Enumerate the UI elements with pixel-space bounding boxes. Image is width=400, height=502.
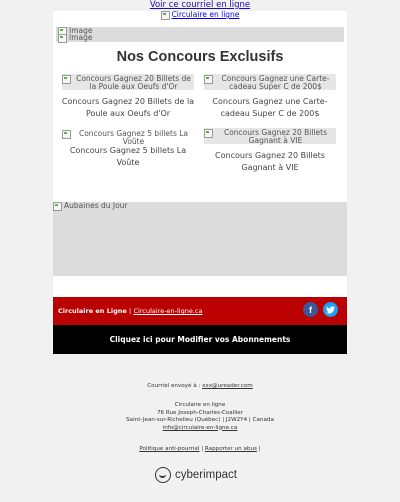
company-street: 76 Rue Joseph-Charles-Coallier xyxy=(156,409,244,416)
contest-card-1[interactable] xyxy=(61,74,195,119)
contest-name-1[interactable]: Concours Gagnez 20 Billets de la Poule aux Oeufs d'Or xyxy=(61,97,195,118)
contest-alt-3: Concours Gagnez 5 billets La Voûte xyxy=(78,129,189,146)
facebook-glyph: f xyxy=(309,304,312,315)
company-address xyxy=(0,402,400,432)
contest-image-4[interactable] xyxy=(204,128,336,144)
contest-name-2[interactable]: Concours Gagnez une Carte-cadeau Super C de 200$ xyxy=(212,97,328,118)
section-title: Nos Concours Exclusifs xyxy=(116,49,284,65)
company-city: Saint-Jean-sur-Richelieu (Québec) | J2W2Y4 | Canada xyxy=(126,417,274,423)
view-online-link[interactable]: Voir ce courriel en ligne xyxy=(149,0,251,10)
contest-alt-4: Concours Gagnez 20 Billets Gagnant à VIE xyxy=(223,128,328,145)
deals-alt: Aubaines du Jour xyxy=(64,201,128,210)
deals-image[interactable] xyxy=(53,202,128,211)
twitter-bird-glyph xyxy=(326,306,335,314)
contest-name-3[interactable]: Concours Gagnez 5 billets La Voûte xyxy=(69,146,187,167)
broken-image-icon xyxy=(62,75,71,84)
legal-links xyxy=(0,446,400,454)
broken-image-icon xyxy=(53,202,62,211)
contest-name-4[interactable]: Concours Gagnez 20 Billets Gagnant à VIE xyxy=(215,151,325,172)
sent-to-label: Courriel envoyé à : xyxy=(147,383,201,389)
logo[interactable] xyxy=(53,11,347,25)
twitter-icon[interactable] xyxy=(323,302,338,317)
sent-to-email[interactable]: xxx@ureader.com xyxy=(202,383,253,389)
contest-image-3[interactable] xyxy=(62,129,194,146)
legal-separator: | xyxy=(201,446,204,452)
contest-alt-1: Concours Gagnez 20 Billets de la Poule aux Oeufs d'Or xyxy=(76,74,191,91)
broken-image-icon xyxy=(161,11,170,20)
broken-image-icon xyxy=(62,130,71,139)
contest-card-4[interactable] xyxy=(203,128,337,173)
footer-brand-bar xyxy=(53,297,347,325)
report-abuse-link[interactable]: Rapporter un abus xyxy=(204,446,257,452)
contest-image-1[interactable] xyxy=(62,74,194,90)
contest-card-3[interactable] xyxy=(61,129,195,168)
broken-image-icon xyxy=(58,34,67,43)
hero-banner xyxy=(56,27,344,42)
email-container xyxy=(53,11,347,354)
cyberimpact-icon xyxy=(155,467,171,483)
footer-separator: | xyxy=(129,307,132,315)
cyberimpact-logo[interactable] xyxy=(155,466,247,484)
manage-subscriptions-button[interactable]: Cliquez ici pour Modifier vos Abonnements xyxy=(53,325,347,354)
hero-alt-2: Image xyxy=(69,33,93,42)
logo-alt-text[interactable]: Circulaire en ligne xyxy=(171,10,240,19)
contest-image-2[interactable] xyxy=(204,74,336,90)
contest-card-2[interactable] xyxy=(203,74,337,119)
hero-alt-1: Image xyxy=(69,26,93,35)
footer-brand xyxy=(58,307,202,315)
company-name: Circulaire en ligne xyxy=(174,402,226,408)
daily-deals-banner[interactable] xyxy=(53,202,347,276)
contest-alt-2: Concours Gagnez une Carte-cadeau Super C de 200$ xyxy=(221,74,330,91)
legal-separator-end: | xyxy=(258,446,261,452)
broken-image-icon xyxy=(204,75,213,84)
cyberimpact-wordmark: cyberimpact xyxy=(175,469,237,481)
sent-to-line xyxy=(0,383,400,391)
hero-image-2 xyxy=(58,34,93,43)
footer-brand-name: Circulaire en Ligne xyxy=(58,307,127,315)
broken-image-icon xyxy=(204,129,213,138)
logo-image[interactable] xyxy=(161,11,240,20)
facebook-icon[interactable] xyxy=(303,302,318,317)
footer-site-link[interactable]: Circulaire-en-ligne.ca xyxy=(133,307,203,315)
anti-spam-policy-link[interactable]: Politique anti-pourriel xyxy=(139,446,200,452)
company-email[interactable]: info@circulaire-en-ligne.ca xyxy=(162,424,238,431)
